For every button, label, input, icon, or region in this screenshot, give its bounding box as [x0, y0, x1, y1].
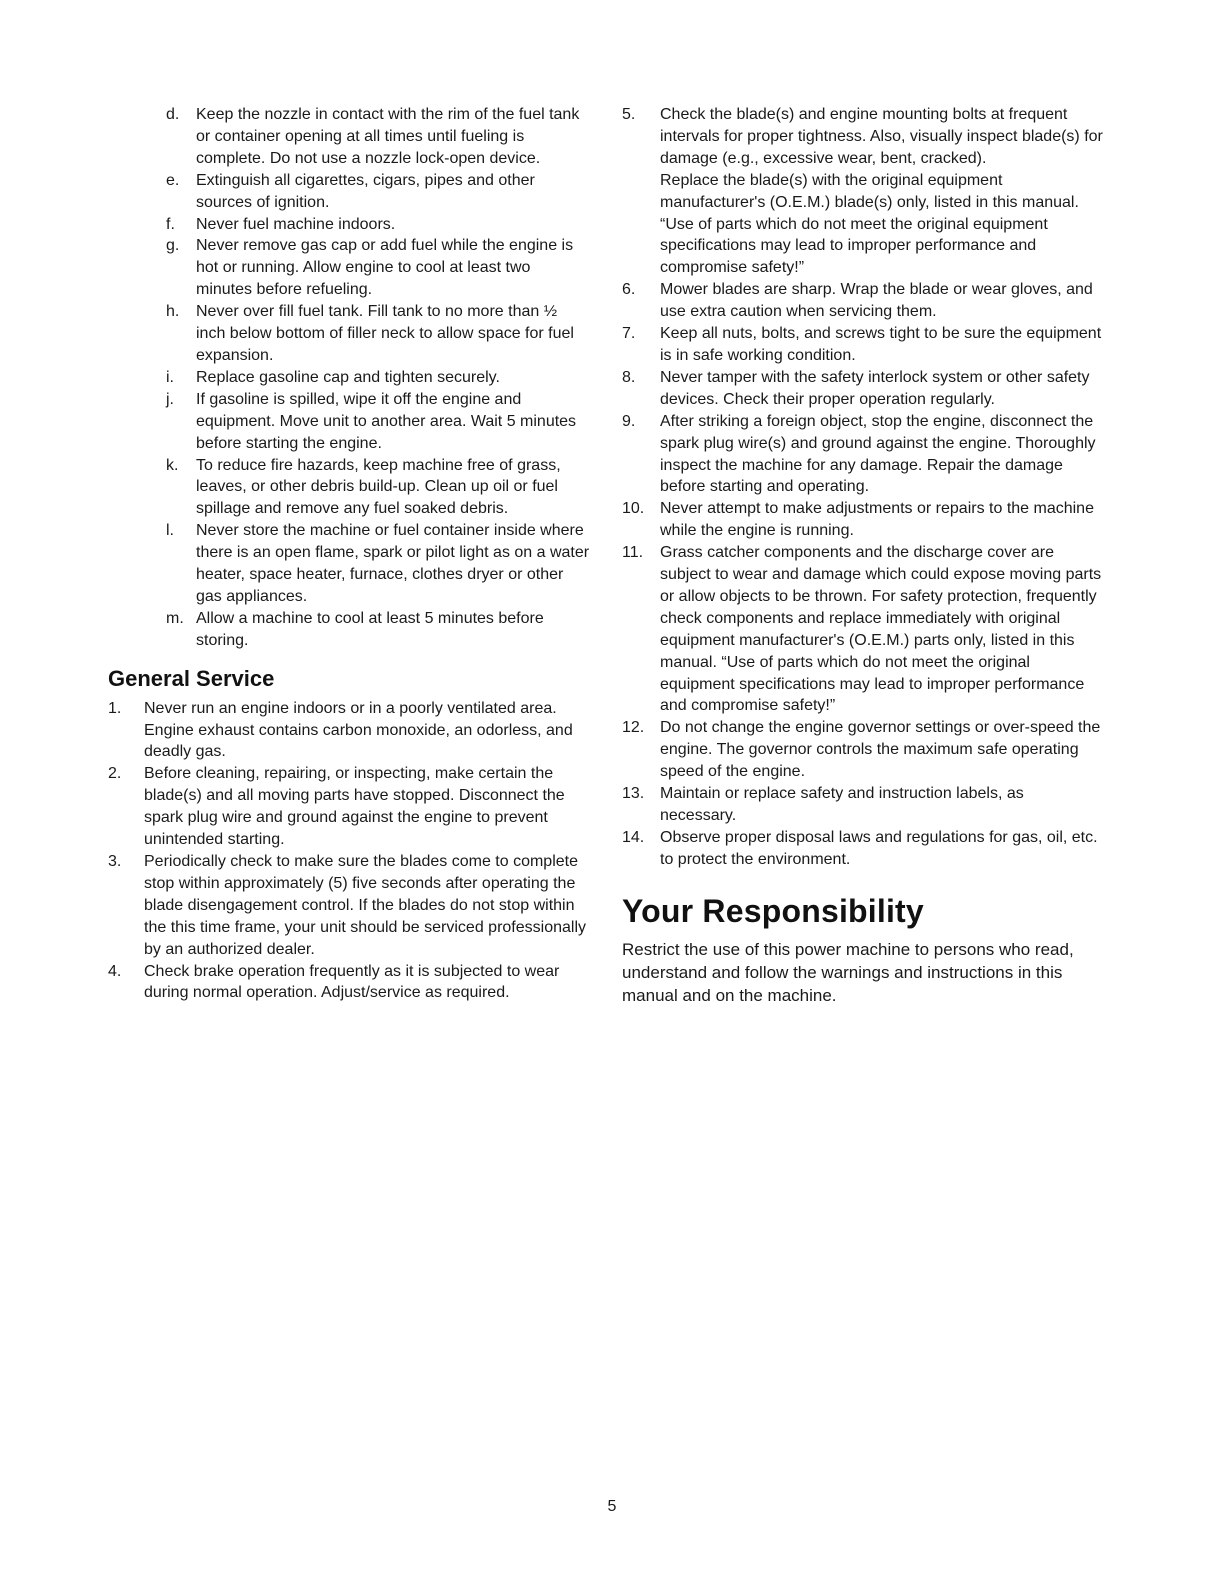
- list-item: f. Never fuel machine indoors.: [166, 215, 396, 233]
- list-item: 13. Maintain or replace safety and instruction labels, as necessary.: [622, 785, 1024, 824]
- left-column: [108, 104, 590, 1004]
- list-item: 9. After striking a foreign object, stop the engine, disconnect the spark plug wire(s) and ground against the engine. Thoroughly inspect the machine for any damage. Repair the damage before starting and operating.: [622, 412, 1096, 496]
- list-item: 14. Observe proper disposal laws and regulations for gas, oil, etc. to protect the environment.: [622, 828, 1098, 868]
- list-item: 3. Periodically check to make sure the blades come to complete stop within approximately (5) five seconds after operating the blade disengagement control. If the blades do not stop within the this time frame, your unit should be serviced professionally by an authorized dealer.: [108, 853, 586, 958]
- list-item: 11. Grass catcher components and the discharge cover are subject to wear and damage which could expose moving parts or allow objects to be thrown. For safety protection, frequently check components and replace immediately with original equipment manufacturer's (O.E.M.) parts only, listed in this manual. “Use of parts which do not meet the original equipment specifications may lead to improper performance and compromise safety!”: [622, 544, 1102, 715]
- page-number: 5: [607, 1498, 617, 1515]
- general-service-heading: General Service: [108, 665, 275, 691]
- item-extra-text: Replace the blade(s) with the original equipment manufacturer's (O.E.M.) blade(s) only, listed in this manual. “Use of parts which do not meet the original equipment specifications may lead to improper performance and compromise safety!”: [660, 171, 1079, 277]
- list-item: h. Never over fill fuel tank. Fill tank to no more than ½ inch below bottom of filler neck to allow space for fuel expansion.: [166, 303, 574, 364]
- general-service-list-continued: [622, 104, 1104, 871]
- list-item: l. Never store the machine or fuel container inside where there is an open flame, spark or pilot light as on a water heater, space heater, furnace, clothes dryer or other gas appliances.: [166, 522, 590, 605]
- right-column: [622, 104, 1104, 1007]
- list-item: 5. Check the blade(s) and engine mounting bolts at frequent intervals for proper tightness. Also, visually inspect blade(s) for damage (e.g., excessive wear, bent, cracked). Replace the blade(s) with the original equipment manufacturer's (O.E.M.) blade(s) only, listed in this manual. “Use of parts which do not meet the original equipment specifications may lead to improper performance and compromise safety!”: [622, 104, 1104, 279]
- list-item: i. Replace gasoline cap and tighten securely.: [166, 368, 500, 386]
- list-item: 8. Never tamper with the safety interlock system or other safety devices. Check their proper operation regularly.: [622, 368, 1090, 408]
- your-responsibility-heading: Your Responsibility: [622, 892, 924, 929]
- list-item: j. If gasoline is spilled, wipe it off the engine and equipment. Move unit to another area. Wait 5 minutes before starting the engine.: [166, 390, 577, 452]
- list-item: 12. Do not change the engine governor settings or over-speed the engine. The governor controls the maximum safe operating speed of the engine.: [622, 719, 1101, 781]
- list-item: g. Never remove gas cap or add fuel while the engine is hot or running. Allow engine to cool at least two minutes before refueling.: [166, 237, 574, 299]
- list-item: 7. Keep all nuts, bolts, and screws tight to be sure the equipment is in safe working condition.: [622, 325, 1102, 364]
- responsibility-paragraph: Restrict the use of this power machine to persons who read, understand and follow the warnings and instructions in this manual and on the machine.: [622, 939, 1074, 1005]
- list-item: e. Extinguish all cigarettes, cigars, pipes and other sources of ignition.: [166, 171, 535, 211]
- list-item: 6. Mower blades are sharp. Wrap the blade or wear gloves, and use extra caution when servicing them.: [622, 281, 1093, 321]
- list-item: 10. Never attempt to make adjustments or repairs to the machine while the engine is running.: [622, 500, 1094, 540]
- list-item: m. Allow a machine to cool at least 5 minutes before storing.: [166, 609, 544, 649]
- fuel-safety-list: [108, 104, 590, 652]
- general-service-list: [108, 698, 590, 1005]
- list-item: k. To reduce fire hazards, keep machine free of grass, leaves, or other debris build-up. Clean up oil or fuel spillage and remove any fuel soaked debris.: [166, 456, 561, 518]
- list-item: d. Keep the nozzle in contact with the rim of the fuel tank or container opening at all times until fueling is complete. Do not use a nozzle lock-open device.: [166, 106, 580, 167]
- item-text: Check the blade(s) and engine mounting bolts at frequent intervals for proper tightness. Also, visually inspect blade(s) for damage (e.g., excessive wear, bent, cracked).: [660, 106, 1103, 167]
- list-item: 1. Never run an engine indoors or in a poorly ventilated area. Engine exhaust contains carbon monoxide, an odorless, and deadly gas.: [108, 699, 573, 761]
- list-item: 4. Check brake operation frequently as it is subjected to wear during normal operation. Adjust/service as required.: [108, 962, 560, 1002]
- list-item: 2. Before cleaning, repairing, or inspecting, make certain the blade(s) and all moving parts have stopped. Disconnect the spark plug wire and ground against the engine to prevent unintended starting.: [108, 765, 565, 849]
